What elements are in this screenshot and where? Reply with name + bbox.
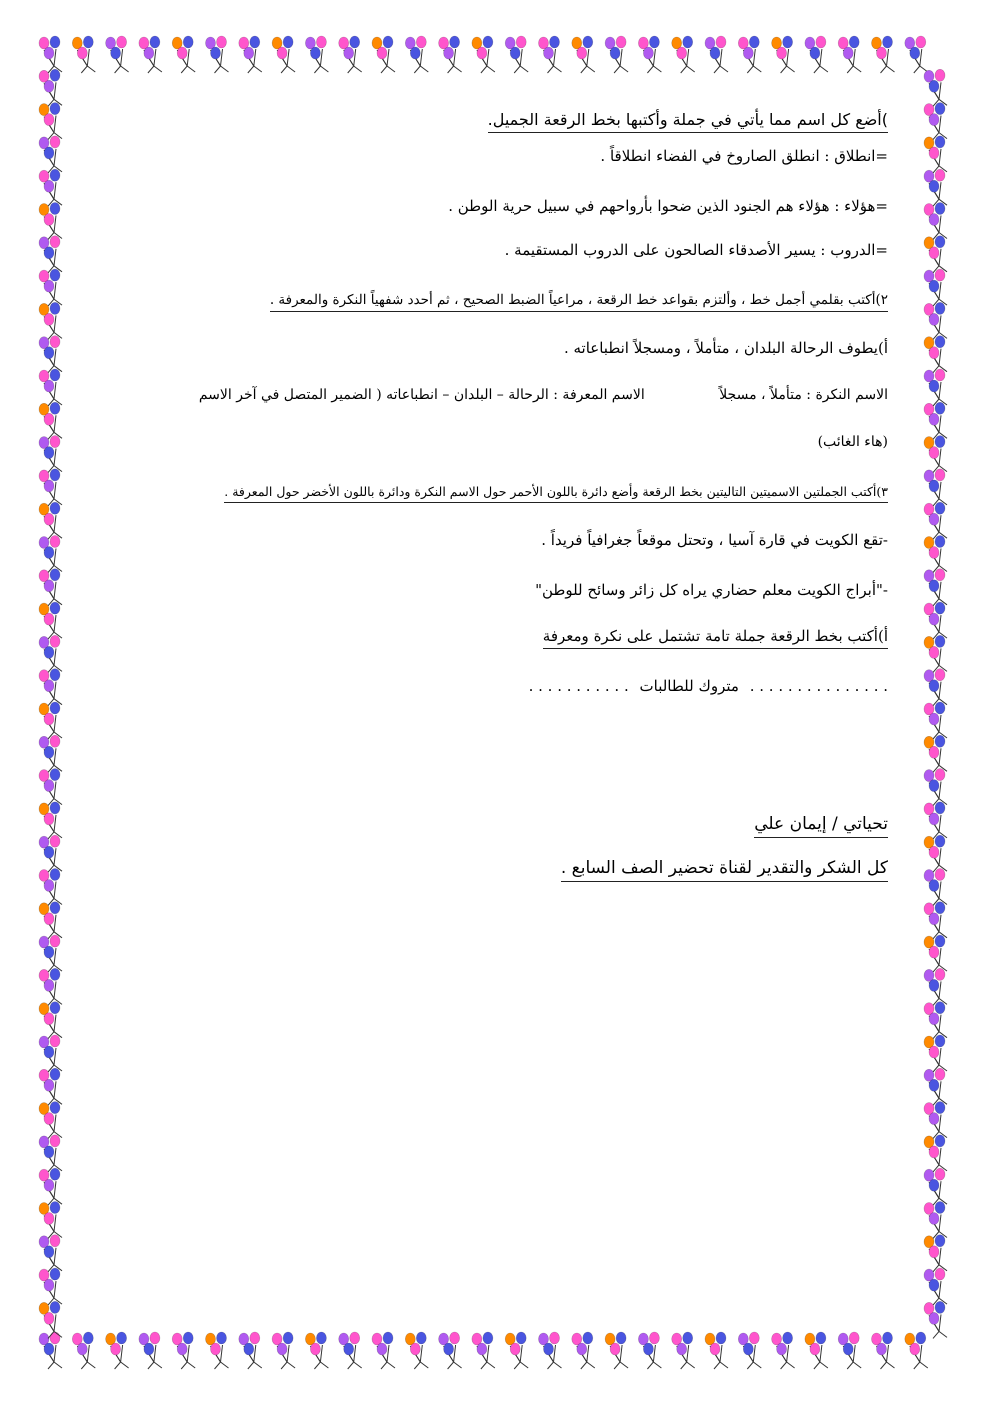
question-2-heading-text: ٢)أكتب بقلمي أجمل خط ، وألتزم بقواعد خط الرقعة ، مراعياً الضبط الصحيح ، ثم أحدد شفهياً النكرة والمعرفة .: [270, 292, 888, 312]
greeting: [754, 814, 888, 834]
question-2-answer: [199, 385, 888, 405]
thanks-note: [561, 858, 888, 878]
question-2-answer-continuation: (هاء الغائب): [817, 434, 888, 450]
question-2-sentence: أ)يطوف الرحالة البلدان ، متأملاً ، ومسجلاً انطباعاته .: [563, 339, 888, 357]
answer-placeholder-line: [529, 676, 888, 696]
dots-left: . . . . . . . . . . .: [528, 677, 629, 695]
question-1-item-1: =انطلاق : انطلق الصاروخ في الفضاء انطلاقاً .: [600, 147, 888, 165]
dots-right: . . . . . . . . . . . . . . .: [749, 677, 888, 695]
question-3-sentence-2: -"أبراج الكويت معلم حضاري يراه كل زائر وسائح للوطن": [535, 581, 888, 599]
question-1-heading-text: )أضع كل اسم مما يأتي في جملة وأكتبها بخط الرقعة الجميل.: [488, 110, 888, 133]
question-2-heading: [270, 290, 888, 310]
definite-nouns: الاسم المعرفة : الرحالة – البلدان – انطباعاته ( الضمير المتصل في آخر الاسم: [198, 387, 645, 403]
greeting-text: تحياتي / إيمان علي: [754, 814, 888, 838]
thanks-note-text: كل الشكر والتقدير لقناة تحضير الصف السابع .: [561, 858, 888, 882]
question-3-sub-heading-text: أ)أكتب بخط الرقعة جملة تامة تشتمل على نكرة ومعرفة: [543, 627, 888, 649]
indefinite-nouns: الاسم النكرة : متأملاً ، مسجلاً: [719, 387, 888, 403]
question-1-item-2: =هؤلاء : هؤلاء هم الجنود الذين ضحوا بأرواحهم في سبيل حرية الوطن .: [448, 197, 888, 215]
question-1-item-3: =الدروب : يسير الأصدقاء الصالحون على الدروب المستقيمة .: [504, 241, 888, 259]
question-1-heading: [488, 110, 888, 130]
question-3-sub-heading: [543, 626, 888, 646]
question-3-heading: [224, 482, 888, 502]
question-3-sentence-1: -تقع الكويت في قارة آسيا ، وتحتل موقعاً جغرافياً فريداً .: [541, 531, 888, 549]
left-for-students-label: متروك للطالبات: [639, 677, 739, 695]
question-3-heading-text: ٣)أكتب الجملتين الاسميتين التاليتين بخط الرقعة وأضع دائرة باللون الأحمر حول الاسم النكرة ودائرة باللون الأخضر حول المعرفة .: [224, 484, 888, 503]
